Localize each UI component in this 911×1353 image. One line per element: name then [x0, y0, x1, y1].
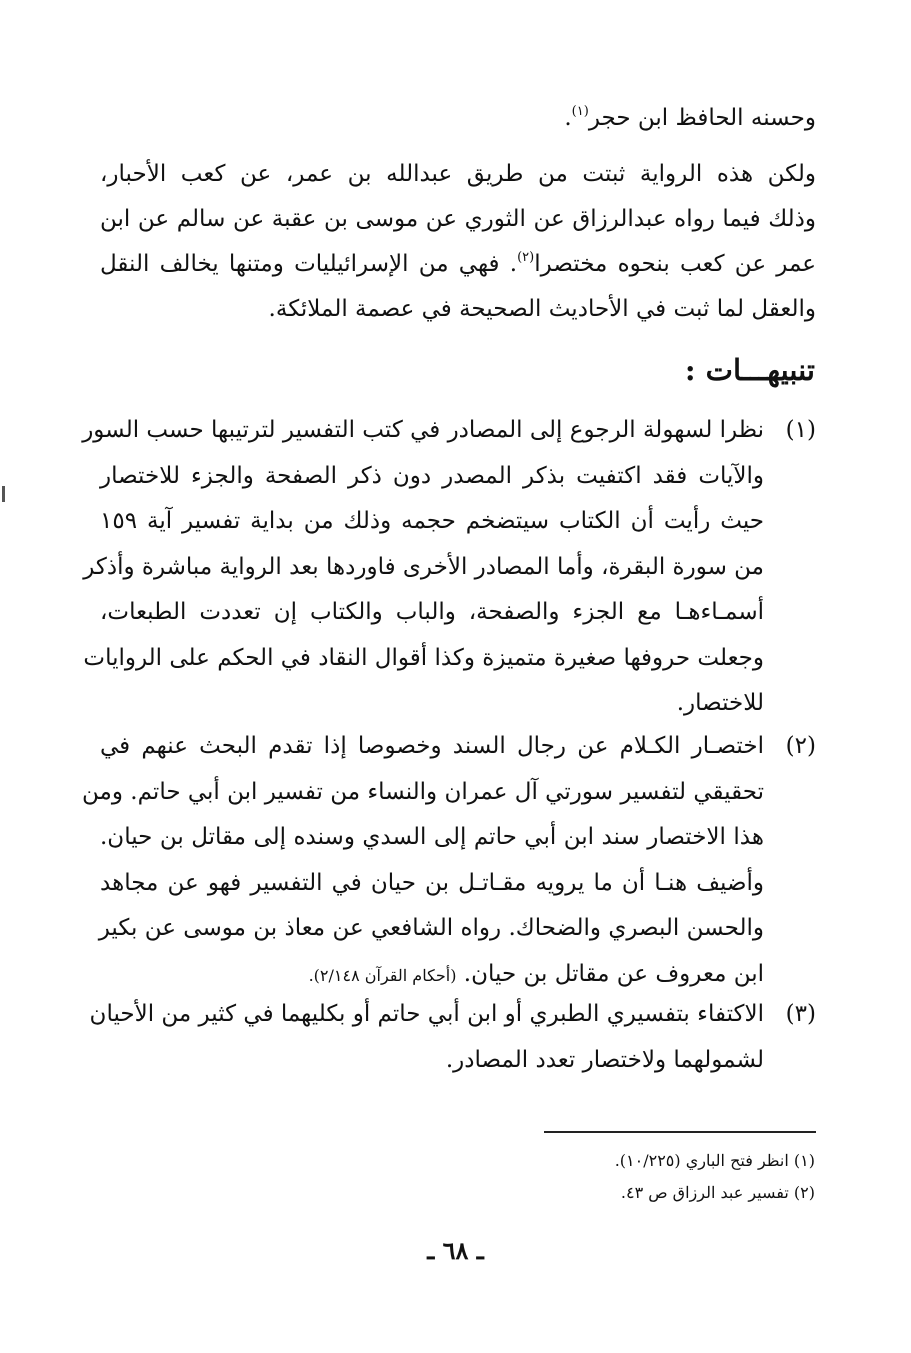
footnote-ref-2: (٢) [517, 250, 535, 265]
intro-paragraph [100, 96, 816, 141]
footnotes [615, 1145, 815, 1209]
note-line: حيث رأيت أن الكتاب سيتضخم حجمه وذلك من بداية تفسير آية ١٥٩ [100, 508, 764, 534]
note-line: وجعلت حروفها صغيرة متميزة وكذا أقوال النقاد في الحكم على الروايات [83, 644, 764, 671]
note-body [82, 724, 764, 997]
note-line: من سورة البقرة، وأما المصادر الأخرى فاوردها بعد الرواية مباشرة وأذكر [83, 553, 764, 580]
note-number: (٢) [785, 733, 816, 759]
intro-line [100, 96, 816, 141]
footnote-ref-1: (١) [571, 104, 589, 119]
paragraph-line [100, 242, 816, 287]
note-line: لشمولهما ولاختصار تعدد المصادر. [445, 1046, 764, 1073]
note-number: (١) [785, 417, 816, 443]
intro-period: . [564, 105, 572, 131]
note-line: والآيات فقد اكتفيت بذكر المصدر دون ذكر الصفحة والجزء للاختصار [100, 462, 764, 489]
note-line: الاكتفاء بتفسيري الطبري أو ابن أبي حاتم أو بكليهما في كثير من الأحيان [89, 1001, 764, 1027]
note-item-2 [82, 724, 816, 997]
note-body [89, 992, 764, 1083]
note-line: هذا الاختصار سند ابن أبي حاتم إلى السدي وسنده إلى مقاتل بن حيان. [100, 824, 764, 850]
page-number: ـ ٦٨ ـ [427, 1236, 484, 1265]
footnote-separator [544, 1131, 816, 1133]
note-line: اختصـار الكـلام عن رجال السند وخصوصا إذا تقدم البحث عنهم في [100, 733, 764, 759]
paragraph-text: عمر عن كعب بنحوه مختصرا [534, 251, 816, 277]
main-paragraph [100, 152, 816, 332]
paragraph-line: وذلك فيما رواه عبدالرزاق عن الثوري عن موسى بن عقبة عن سالم عن ابن [100, 206, 816, 232]
note-line: للاختصار. [676, 690, 764, 716]
footnote-2: (٢) تفسير عبد الرزاق ص ٤٣. [620, 1183, 815, 1202]
intro-text: وحسنه الحافظ ابن حجر [588, 105, 816, 131]
note-item-3 [89, 992, 816, 1083]
paragraph-line: ولكن هذه الرواية ثبتت من طريق عبدالله بن عمر، عن كعب الأحبار، [100, 161, 816, 187]
note-line [100, 952, 764, 998]
paragraph-line: والعقل لما ثبت في الأحاديث الصحيحة في عصمة الملائكة. [268, 296, 816, 322]
section-heading: تنبيهـــات : [684, 353, 815, 387]
note-line: والحسن البصري والضحاك. رواه الشافعي عن معاذ بن موسى عن بكير [98, 915, 764, 941]
note-number: (٣) [785, 1001, 816, 1027]
scan-edge-mark [2, 486, 5, 502]
note-line: نظرا لسهولة الرجوع إلى المصادر في كتب التفسير لترتيبها حسب السور [82, 417, 764, 443]
paragraph-text: . فهي من الإسرائيليات ومتنها يخالف النقل [100, 251, 518, 277]
source-citation: (أحكام القرآن ٢/١٤٨). [308, 965, 457, 985]
note-text: ابن معروف عن مقاتل بن حيان. [463, 960, 764, 987]
note-item-1 [82, 408, 816, 727]
note-line: تحقيقي لتفسير سورتي آل عمران والنساء من تفسير ابن أبي حاتم. ومن [82, 778, 764, 805]
note-line: وأضيف هنـا أن ما يرويه مقـاتـل بن حيان في التفسير فهو عن مجاهد [100, 869, 764, 896]
note-line: أسمـاءهـا مع الجزء والصفحة، والباب والكتاب إن تعددت الطبعات، [100, 599, 764, 625]
footnote-1: (١) انظر فتح الباري (١٠/٢٢٥). [614, 1151, 815, 1170]
note-body [82, 408, 764, 727]
